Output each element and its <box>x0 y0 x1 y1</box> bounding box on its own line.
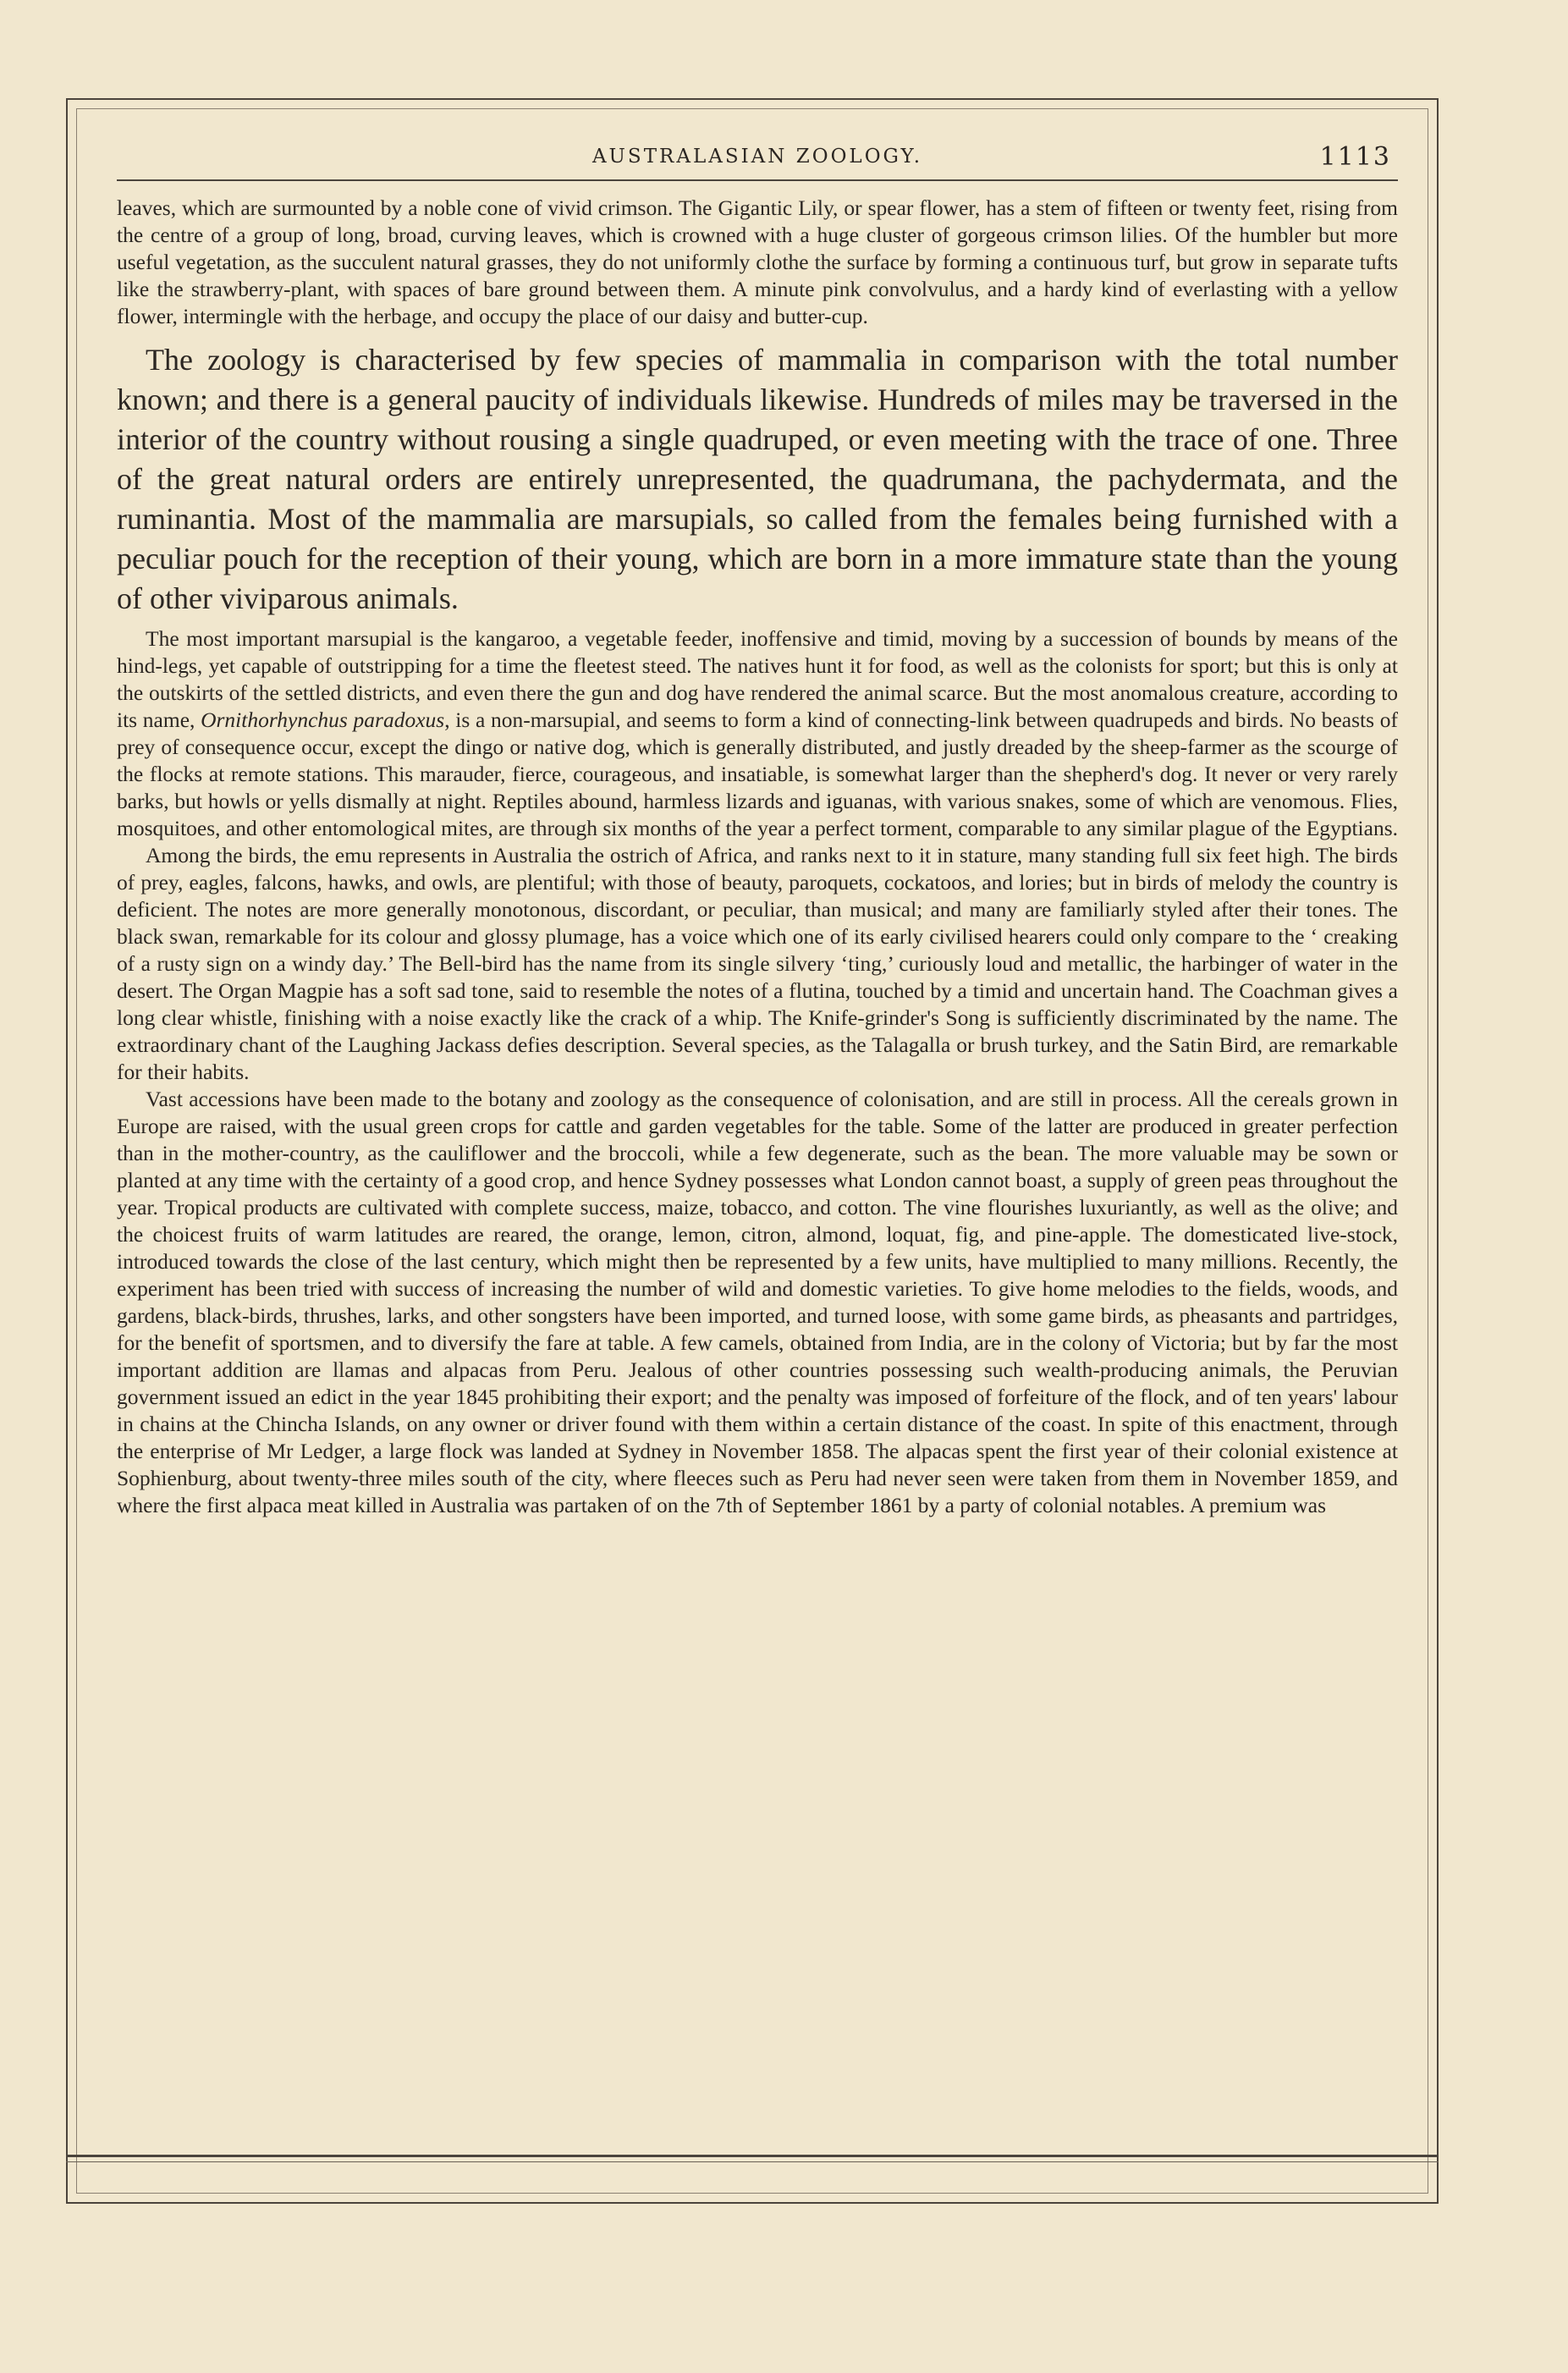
species-name-italic: Ornithorhynchus paradoxus <box>201 707 445 732</box>
running-head <box>117 139 1398 181</box>
bottom-rule-thick <box>66 2155 1439 2157</box>
bottom-rule-thin <box>66 2161 1439 2162</box>
paragraph-colonisation: Vast accessions have been made to the botany and zoology as the consequence of colonisation, and are still in process. All the cereals grown in Europe are raised, with the usual green crops for cattle and garden vegetables for the table. Some of the latter are produced in greater perfection than in the mother-country, as the cauliflower and the broccoli, while a few degenerate, such as the bean. The more valuable may be sown or planted at any time with the certainty of a good crop, and hence Sydney possesses what London cannot boast, a supply of green peas throughout the year. Tropical products are cultivated with complete success, maize, tobacco, and cotton. The vine flourishes luxuriantly, as well as the olive; and the choicest fruits of warm latitudes are reared, the orange, lemon, citron, almond, loquat, fig, and pine-apple. The domesticated live-stock, introduced towards the close of the last century, which might then be represented by a few units, have multiplied to many millions. Recently, the experiment has been tried with success of increasing the number of wild and domestic varieties. To give home melodies to the fields, woods, and gardens, black-birds, thrushes, larks, and other songsters have been imported, and turned loose, with some game birds, as pheasants and partridges, for the benefit of sportsmen, and to diversify the fare at table. A few camels, obtained from India, are in the colony of Victoria; but by far the most important addition are llamas and alpacas from Peru. Jealous of other countries possessing such wealth-producing animals, the Peruvian government issued an edict in the year 1845 prohibiting their export; and the penalty was imposed of forfeiture of the flock, and of ten years' labour in chains at the Chincha Islands, on any owner or driver found with them within a certain distance of the coast. In spite of this enactment, through the enterprise of Mr Ledger, a large flock was landed at Sydney in November 1858. The alpacas spent the first year of their colonial existence at Sophienburg, about twenty-three miles south of the city, where fleeces such as Peru had never seen were taken from them in November 1859, and where the first alpaca meat killed in Australia was partaken of on the 7th of September 1861 by a party of colonial notables. A premium was <box>117 1087 1398 1517</box>
paragraph-vegetation: leaves, which are surmounted by a noble cone of vivid crimson. The Gigantic Lily, or spear flower, has a stem of fifteen or twenty feet, rising from the centre of a group of long, broad, curving leaves, which is crowned with a huge cluster of gorgeous crimson lilies. Of the humbler but more useful vegetation, as the succulent natural grasses, they do not uniformly clothe the surface by forming a continuous turf, but grow in separate tufts like the strawberry-plant, with spaces of bare ground between them. A minute pink convolvulus, and a hardy kind of everlasting with a yellow flower, intermingle with the herbage, and occupy the place of our daisy and butter-cup. <box>117 195 1398 328</box>
bottom-rules <box>66 2155 1439 2162</box>
paragraph-birds: Among the birds, the emu represents in Australia the ostrich of Africa, and ranks next to it in stature, many standing full six feet high. The birds of prey, eagles, falcons, hawks, and owls, are plentiful; with those of beauty, paroquets, cockatoos, and lories; but in birds of melody the country is deficient. The notes are more generally monotonous, discordant, or peculiar, than musical; and many are familiarly styled after their tones. The black swan, remarkable for its colour and glossy plumage, has a voice which one of its early civilised hearers could only compare to the ‘ creaking of a rusty sign on a windy day.’ The Bell-bird has the name from its single silvery ‘ting,’ curiously loud and metallic, the harbinger of water in the desert. The Organ Magpie has a soft sad tone, said to resemble the notes of a flutina, touched by a timid and uncertain hand. The Coachman gives a long clear whistle, finishing with a noise exactly like the crack of a whip. The Knife-grinder's Song is sufficiently discriminated by the name. The extraordinary chant of the Laughing Jackass defies description. Several species, as the Talagalla or brush turkey, and the Satin Bird, are remarkable for their habits. <box>117 843 1398 1084</box>
page-number: 1113 <box>1319 142 1391 172</box>
paragraph-marsupials <box>117 625 1398 842</box>
paragraph-zoology-intro: The zoology is characterised by few species of mammalia in comparison with the total number known; and there is a general paucity of individuals likewise. Hundreds of miles may be traversed in the interior of the country without rousing a single quadruped, or even meeting with the trace of one. Three of the great natural orders are entirely unrepresented, the quadrumana, the pachydermata, and the ruminantia. Most of the mammalia are marsupials, so called from the females being furnished with a peculiar pouch for the reception of their young, which are born in a more immature state than the young of other viviparous animals. <box>117 343 1398 615</box>
running-title: AUSTRALASIAN ZOOLOGY. <box>591 146 923 168</box>
page-content <box>117 139 1398 1519</box>
marsupials-text-b: , is a non-marsupial, and seems to form a kind of connecting-link between quadrupeds and birds. No beasts of prey of consequence occur, except the dingo or native dog, which is generally distributed, and justly dreaded by the sheep-farmer as the scourge of the flocks at remote stations. This marauder, fierce, courageous, and insatiable, is somewhat larger than the shepherd's dog. It never or very rarely barks, but howls or yells dismally at night. Reptiles abound, harmless lizards and iguanas, with various snakes, some of which are venomous. Flies, mosquitoes, and other entomological mites, are through six months of the year a perfect torment, comparable to any similar plague of the Egyptians. <box>117 707 1399 840</box>
marsupials-text-a: The most important marsupial is the kangaroo, a vegetable feeder, inoffensive and timid, moving by a succession of bounds by means of the hind-legs, yet capable of outstripping for a time the fleetest steed. The natives hunt it for food, as well as the colonists for sport; but this is only at the outskirts of the settled districts, and even there the gun and dog have rendered the animal scarce. But the most anomalous creature, according to its name, <box>117 626 1398 732</box>
